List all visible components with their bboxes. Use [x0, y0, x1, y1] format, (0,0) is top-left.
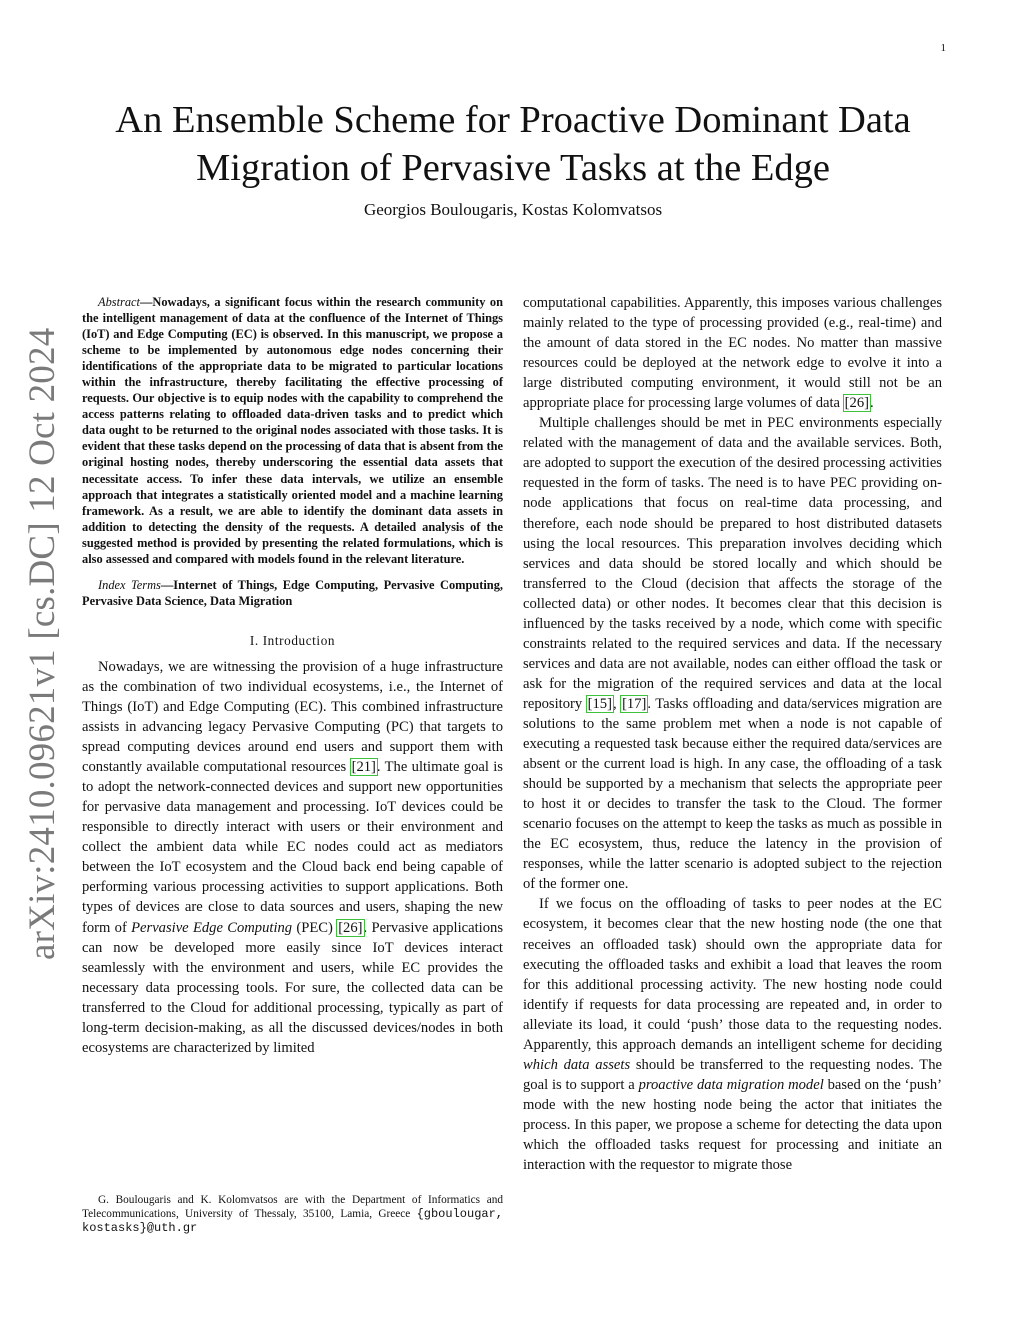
body-text-segment: computational capabilities. Apparently, this imposes various challenges mainly related to the type of processing provided (e.g., real-time) and the amount of data stored in the EC nodes. No matter than massive resources could be deployed at the network edge to evolve it into a large distributed computing environment, it would still not be an appropriate place for processing large volumes of data — [523, 295, 942, 412]
right-column — [523, 293, 942, 1175]
paper-title: An Ensemble Scheme for Proactive Dominant Data Migration of Pervasive Tasks at the Edge — [115, 99, 911, 189]
abstract-label: Abstract — [98, 295, 140, 309]
intro-text-segment: Nowadays, we are witnessing the provision of a huge infrastructure as the combination of two individual ecosystems, i.e., the Internet of Things (IoT) and Edge Computing (EC). This combined infrastructure assists in advancing legacy Pervasive Computing (PC) that targets to spread computing devices around end users and support them with constantly available computational resources — [82, 658, 503, 776]
author-footnote — [82, 1193, 503, 1235]
citation-link[interactable]: [21] — [351, 759, 376, 776]
body-text-segment: should be transferred to the requesting nodes. The goal is to support a — [523, 1056, 942, 1093]
intro-text-segment: . Pervasive applications can now be developed more easily since IoT devices interact seamlessly with the environment and users, while EC provides the necessary data processing tools. For sure, the collected data can be transferred to the Cloud for additional processing, typically as part of long-term decision-making, as all the discussed devices/nodes in both ecosystems are characterized by limited — [82, 919, 504, 1056]
intro-text-segment: . The ultimate goal is to adopt the network-connected devices and support new opportunities for pervasive data management and processing. IoT devices could be responsible to directly interact with users or their environment and collect the ambient data while EC nodes could act as mediators between the IoT ecosystem and the Cloud back end being capable of performing various processing activities to support applications. Both types of devices are close to data sources and users, shaping the new form of — [82, 759, 503, 936]
citation-link[interactable]: [26] — [338, 919, 363, 936]
footnote-text: G. Boulougaris and K. Kolomvatsos are with the Department of Informatics and Telecommunications, University of Thessaly, 35100, Lamia, Greece — [82, 1194, 503, 1220]
body-text-segment: , — [612, 695, 622, 712]
index-terms-text: —Internet of Things, Edge Computing, Pervasive Computing, Pervasive Data Science, Data Migration — [82, 577, 503, 608]
index-terms-label: Index Terms — [98, 577, 161, 592]
body-text-segment: Multiple challenges should be met in PEC environments especially related with the management of data and the available services. Both, are adopted to support the execution of the desired processing activities requested in the form of tasks. The need is to have PEC providing on-node applications that focus on real-time data processing, and therefore, each node should be prepared to host distributed datasets using the local resources. This preparation involves deciding which services and data should be stored locally and which should be transferred to the Cloud (decision that affects the storage of the collected data) or other nodes. It becomes clear that this decision is influenced by the tasks received by a node, which come with specific constraints related to the required services and data. If the necessary services and data are not available, nodes can either offload the task or ask for the migration of the required services and data at the local repository — [523, 415, 942, 712]
body-emphasis: proactive data migration model — [638, 1076, 824, 1093]
abstract — [82, 294, 503, 567]
body-text-segment: based on the ‘push’ mode with the new hosting node being the actor that initiates the process. In this paper, we propose a scheme for detecting the data upon which the offloaded tasks request for processing and initiate an interaction with the requestor to migrate those — [523, 1076, 942, 1174]
left-column — [82, 294, 503, 1058]
intro-text-segment: (PEC) — [292, 919, 338, 936]
right-paragraph-3 — [523, 894, 942, 1175]
body-text-segment: If we focus on the offloading of tasks to peer nodes at the EC ecosystem, it becomes clear that the new hosting node (the one that receives an offloaded task) should own the appropriate data for executing the offloaded tasks and exhibit a load that leaves the room for this additional processing activity. The new hosting node could identify if requests for data processing are repeated and, in order to alleviate its load, it could ‘push’ those data to the requesting nodes. Apparently, this approach demands an intelligent scheme for deciding — [523, 896, 942, 1053]
section-heading-introduction: I. Introduction — [249, 632, 336, 648]
author-emails: {gboulougar, kostasks}@uth.gr — [82, 1207, 503, 1235]
index-terms — [82, 577, 503, 609]
body-text-segment: . Tasks offloading and data/services migration are solutions to the same problem met when a node is not capable of executing a requested task because either the required data/services are absent or the current load is high. In any case, the offloading of a task should be supported by a mechanism that selects the appropriate peer to host it or decides to transfer the task to the Cloud. The former scenario focuses on the attempt to keep the tasks as much as possible in the EC ecosystem, thus, reduce the latency in the provision of responses, while the latter scenario is adopted subject to the rejection of the former one. — [523, 695, 943, 893]
arxiv-identifier: arXiv:2410.09621v1 [cs.DC] 12 Oct 2024 — [22, 327, 63, 960]
body-emphasis: which data assets — [523, 1056, 631, 1073]
abstract-text: —Nowadays, a significant focus within the research community on the intelligent management of data at the confluence of the Internet of Things (IoT) and Edge Computing (EC) is observed. In this manuscript, we propose a scheme to be implemented by autonomous edge nodes concerning their identifications of the appropriate data to be migrated to particular locations within the infrastructure, thereby facilitating the effective processing of requests. Our objective is to equip nodes with the capability to comprehend the access patterns relating to offloaded data-driven tasks and to predict which data ought to be returned to the original nodes associated with those tasks. It is evident that these tasks depend on the processing of data that is absent from the original hosting nodes, thereby underscoring the essential data assets that necessitate access. To infer these data intervals, we utilize an ensemble approach that integrates a statistically oriented model and a machine learning framework. As a result, we are able to identify the dominant data assets in addition to detecting the density of the requests. A detailed analysis of the suggested method is provided by presenting the related formulations, which is also assessed and compared with models found in the relevant literature. — [82, 295, 503, 566]
citation-link[interactable]: [15] — [587, 695, 612, 712]
intro-emphasis: Pervasive Edge Computing — [131, 919, 293, 936]
paper-authors: Georgios Boulougaris, Kostas Kolomvatsos — [363, 200, 663, 219]
page-number: 1 — [940, 42, 946, 54]
right-paragraph-2 — [523, 413, 942, 894]
citation-link[interactable]: [17] — [622, 695, 647, 712]
citation-link[interactable]: [26] — [844, 395, 869, 412]
body-text-segment: . — [870, 395, 874, 412]
right-paragraph-1 — [523, 293, 942, 413]
intro-paragraph-1 — [82, 657, 503, 1058]
